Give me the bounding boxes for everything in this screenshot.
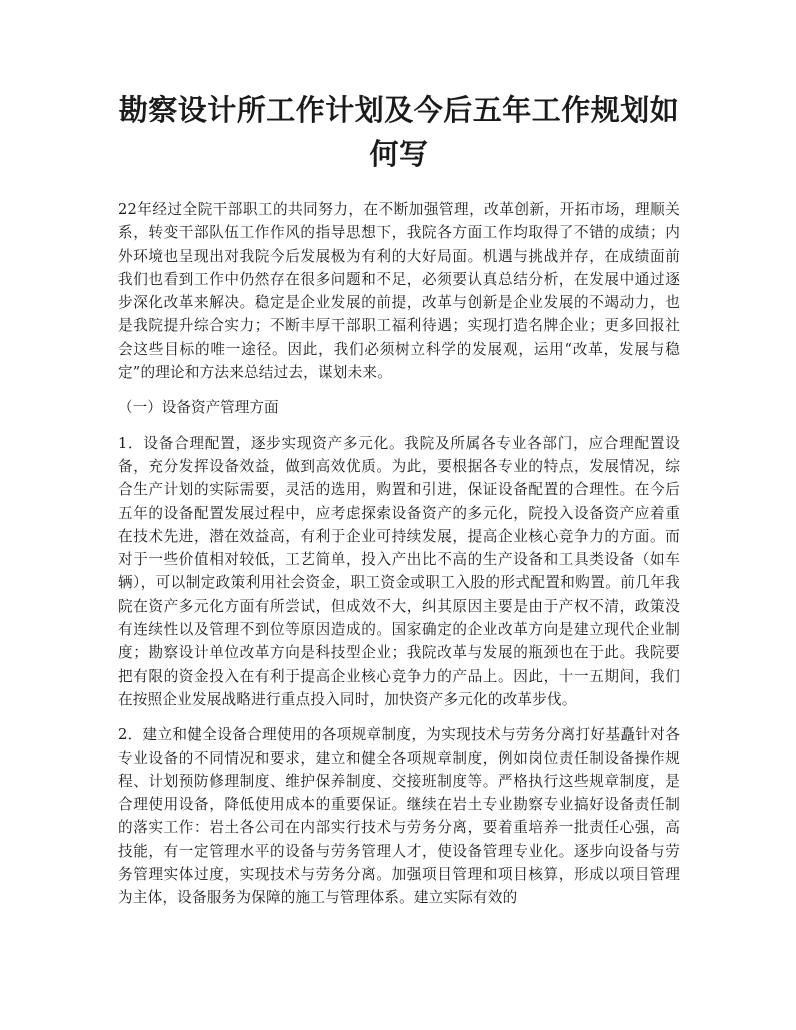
document-title: 勘察设计所工作计划及今后五年工作规划如何写 [118, 93, 680, 171]
section-heading: （一）设备资产管理方面 [118, 399, 279, 417]
intro-paragraph: 22年经过全院干部职工的共同努力，在不断加强管理，改革创新，开拓市场，理顺关系，转变干部队伍工作作风的指导思想下，我院各方面工作均取得了不错的成绩；内外环境也呈现出对我院今后发展极为有利的大好局面。机遇与挑战并存，在成绩面前我们也看到工作中仍然存在很多问题和不足，必须要认真总结分析，在发展中通过逐步深化改革来解决。稳定是企业发展的前提，改革与创新是企业发展的不竭动力，也是我院提升综合实力；不断丰厚干部职工福利待遇；实现打造名牌企业；更多回报社会这些目标的唯一途径。因此，我们必须树立科学的发展观，运用“改革，发展与稳定”的理论和方法来总结过去，谋划未来。 [118, 201, 680, 382]
body-paragraph: 1．设备合理配置，逐步实现资产多元化。我院及所属各专业各部门，应合理配置设备，充分发挥设备效益，做到高效优质。为此，要根据各专业的特点，发展情况，综合生产计划的实际需要，灵活的选用，购置和引进，保证设备配置的合理性。在今后五年的设备配置发展过程中，应考虑探索设备资产的多元化，院投入设备资产应着重在技术先进，潜在效益高，有利于企业可持续发展，提高企业核心竞争力的方面。而对于一些价值相对较低，工艺简单，投入产出比不高的生产设备和工具类设备（如车辆），可以制定政策利用社会资金，职工资金或职工入股的形式配置和购置。前几年我院在资产多元化方面有所尝试，但成效不大，纠其原因主要是由于产权不清，政策没有连续性以及管理不到位等原因造成的。国家确定的企业改革方向是建立现代企业制度；勘察设计单位改革方向是科技型企业；我院改革与发展的瓶颈也在于此。我院要把有限的资金投入在有利于提高企业核心竞争力的产品上。因此，十一五期间，我们在按照企业发展战略进行重点投入同时，加快资产多元化的改革步伐。 [118, 434, 680, 708]
body-paragraph: 2．建立和健全设备合理使用的各项规章制度，为实现技术与劳务分离打好基矗针对各专业设备的不同情况和要求，建立和健全各项规章制度，例如岗位责任制设备操作规程、计划预防修理制度、维护保养制度、交接班制度等。严格执行这些规章制度，是合理使用设备，降低使用成本的重要保证。继续在岩土专业勘察专业搞好设备责任制的落实工作：岩土各公司在内部实行技术与劳务分离，要着重培养一批责任心强，高技能，有一定管理水平的设备与劳务管理人才，使设备管理专业化。逐步向设备与劳务管理实体过度，实现技术与劳务分离。加强项目管理和项目核算，形成以项目管理为主体，设备服务为保障的施工与管理体系。建立实际有效的 [118, 726, 680, 907]
document-page [118, 88, 680, 922]
